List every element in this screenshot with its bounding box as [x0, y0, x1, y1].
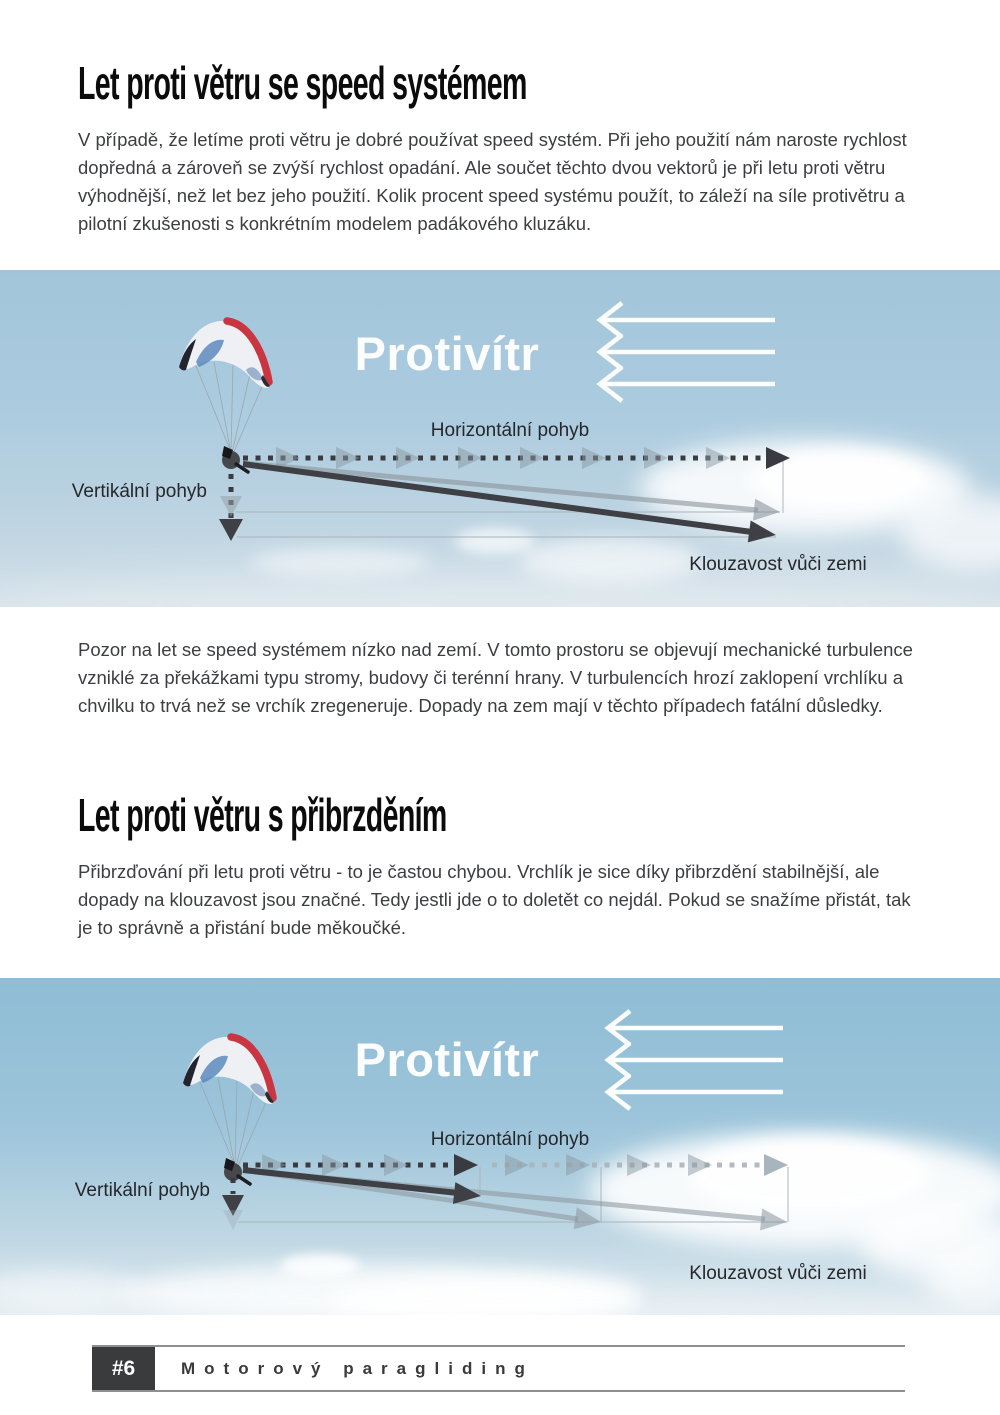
heading-speed-system: Let proti větru se speed systémem	[78, 57, 527, 109]
horizontal-motion-label: Horizontální pohyb	[430, 420, 590, 441]
vertical-motion-label: Vertikální pohyb	[71, 481, 207, 502]
vertical-motion-arrow	[219, 474, 243, 541]
glide-ratio-label: Klouzavost vůči zemi	[689, 1263, 867, 1284]
paragraph-speed-system: V případě, že letíme proti větru je dobré používat speed systém. Při jeho použití nám naroste rychlost dopředná a zároveň se zvýší rychlost opadání. Ale součet těchto dvou vektorů je při letu proti větru výhodnější, než let bez jeho použití. Kolik procent speed systému použít, to záleží na síle protivětru a pilotní zkušenosti s konkrétním modelem padákového kluzáku.	[78, 129, 907, 234]
horizontal-motion-arrow	[243, 1154, 788, 1176]
figure-braking	[0, 978, 1000, 1315]
wind-arrows	[600, 303, 775, 401]
paragraph-low-flight-warning: Pozor na let se speed systémem nízko nad zemí. V tomto prostoru se objevují mechanické turbulence vzniklé za překážkami typu stromy, budovy či terénní hrany. V turbulencích hrozí zaklopení vrchlíku a chvilku to trvá než se vrchík zregeneruje. Dopady na zem mají v těchto případech fatální důsledky.	[78, 639, 913, 716]
glide-vectors	[243, 1170, 788, 1233]
figure-speed-system	[0, 270, 1000, 607]
headwind-label: Protivítr	[354, 327, 540, 380]
footer	[92, 1345, 905, 1392]
wind-arrows	[608, 1011, 783, 1109]
horizontal-motion-arrow	[243, 447, 790, 469]
paraglider-illustration	[183, 1037, 274, 1184]
glide-vectors	[243, 463, 781, 546]
vertical-motion-label: Vertikální pohyb	[74, 1180, 210, 1201]
headwind-label: Protivítr	[354, 1033, 540, 1086]
footer-title: Motorový paragliding	[181, 1358, 534, 1378]
paragraph-braking: Přibrzďování při letu proti větru - to je častou chybou. Vrchlík je sice díky přibrzdění stabilnější, ale dopady na klouzavost jsou značné. Tedy jestli jde o to doletět co nejdál. Pokud se snažíme přistát, tak je to správně a přistání bude měkoučké.	[78, 861, 911, 938]
glide-ratio-label: Klouzavost vůči zemi	[689, 554, 867, 575]
page-number-badge: #6	[92, 1347, 155, 1390]
paraglider-illustration	[179, 321, 270, 472]
horizontal-motion-label: Horizontální pohyb	[430, 1129, 590, 1150]
heading-braking: Let proti větru s přibrzděním	[78, 789, 447, 841]
